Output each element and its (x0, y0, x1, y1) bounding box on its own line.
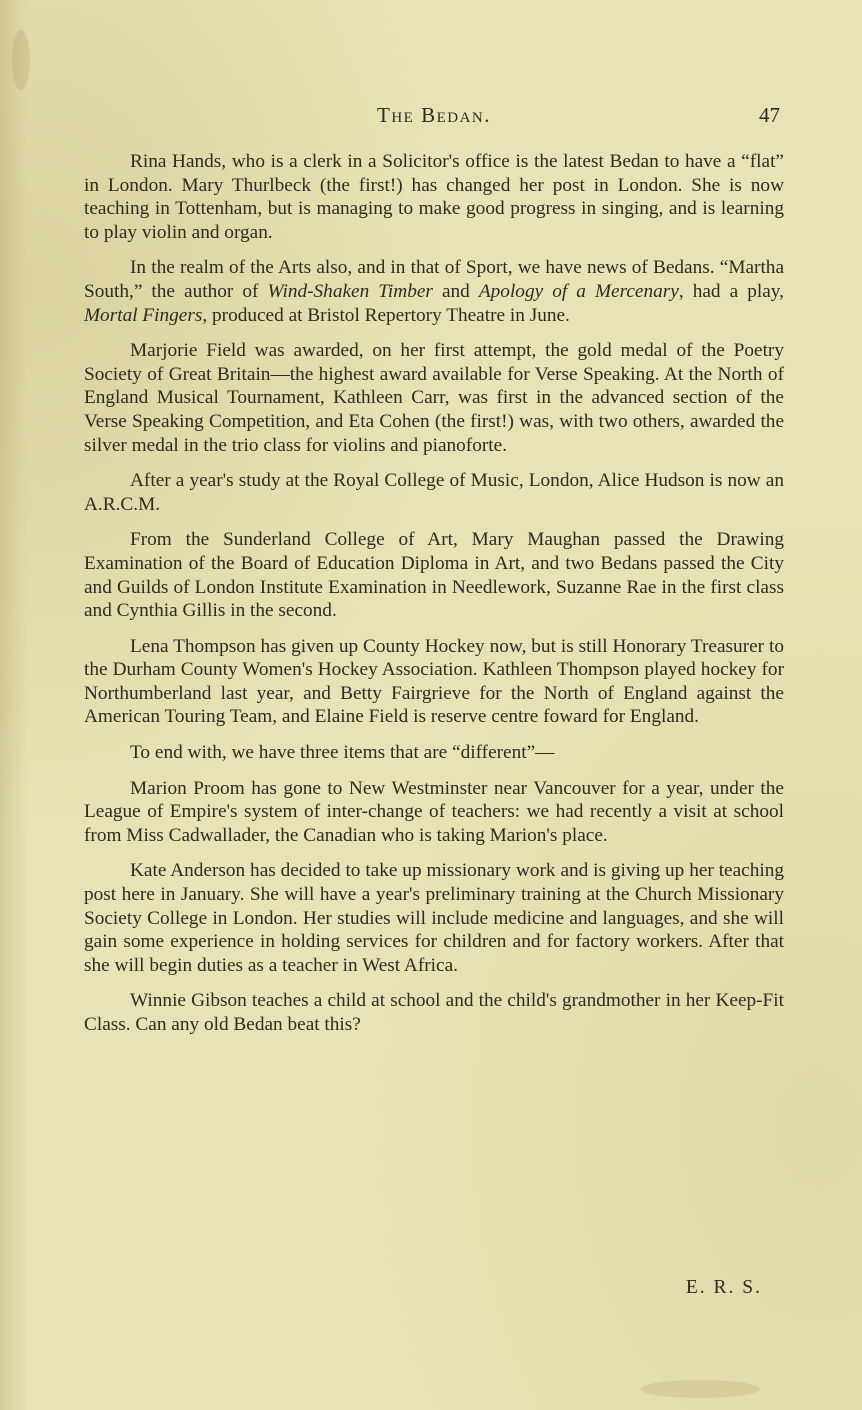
paragraph-text: Marjorie Field was awarded, on her first attempt, the gold medal of the Poetry Society of Great Britain—the highest award available for Verse Speaking. At the North of England Musical Tournament, Kathleen Carr, was first in the advanced section of the Verse Speaking Competition, and Eta Cohen (the first!) was, with two others, awarded the silver medal in the trio class for violins and pianoforte. (84, 340, 784, 456)
paragraph (84, 528, 784, 622)
paragraph-text: , had a play, (678, 280, 784, 302)
paragraph (84, 635, 784, 729)
italic-title: Apology of a Mercenary (478, 280, 679, 302)
paragraph-text: and (432, 280, 479, 302)
paragraph (84, 469, 784, 516)
running-title: The Bedan. (377, 103, 491, 127)
document-page (84, 0, 784, 1410)
paragraph-text: Marion Proom has gone to New Westminster near Vancouver for a year, under the League of Empire's system of inter-change of teachers: we had recently a visit at school from Miss Cadwallader, the Canadian who is taking Marion's place. (84, 777, 784, 846)
paragraph-text: After a year's study at the Royal College of Music, London, Alice Hudson is now an A.R.C.M. (84, 470, 784, 515)
author-signature: E. R. S. (685, 1277, 762, 1298)
paragraph (84, 256, 784, 327)
paragraph (84, 150, 784, 244)
paragraph (84, 777, 784, 848)
paragraph-text: In the realm of the Arts also, and in that of Sport, we have news of Bedans. “Martha South,” the author of (84, 257, 784, 302)
paragraph-text: Rina Hands, who is a clerk in a Solicitor's office is the latest Bedan to have a “flat” in London. Mary Thurlbeck (the first!) has changed her post in London. She is now teaching in Tottenham, but is managing to make good progress in singing, and is learning to play violin and organ. (84, 151, 784, 243)
paragraph (84, 989, 784, 1036)
paragraph-text: Winnie Gibson teaches a child at school and the child's grandmother in her Keep-Fit Class. Can any old Bedan beat this? (84, 990, 784, 1035)
paragraph (84, 741, 784, 765)
italic-title: Mortal Fingers (84, 304, 203, 326)
paragraph-text: Kate Anderson has decided to take up missionary work and is giving up her teaching post here in January. She will have a year's preliminary training at the Church Missionary Society College in London. Her studies will include medicine and languages, and she will gain some experience in holding services for children and for factory workers. After that she will begin duties as a teacher in West Africa. (84, 860, 784, 976)
page-header (84, 103, 784, 139)
page-number: 47 (759, 103, 780, 127)
paragraph (84, 859, 784, 977)
paragraph-text: From the Sunderland College of Art, Mary Maughan passed the Drawing Examination of the Board of Education Diploma in Art, and two Bedans passed the City and Guilds of London Institute Examination in Needlework, Suzanne Rae in the first class and Cynthia Gillis in the second. (84, 529, 784, 622)
paragraph-text: To end with, we have three items that are “different”— (130, 742, 555, 764)
paragraph-text: Lena Thompson has given up County Hockey now, but is still Honorary Treasurer to the Durham County Women's Hockey Association. Kathleen Thompson played hockey for Northumberland last year, and Betty Fairgrieve for the North of England against the American Touring Team, and Elaine Field is reserve centre foward for England. (84, 635, 784, 728)
paper-stain (12, 30, 30, 90)
italic-title: Wind-Shaken Timber (267, 280, 433, 302)
article-body (84, 150, 784, 1049)
paragraph (84, 339, 784, 457)
paragraph-text: , produced at Bristol Repertory Theatre in June. (202, 304, 570, 326)
